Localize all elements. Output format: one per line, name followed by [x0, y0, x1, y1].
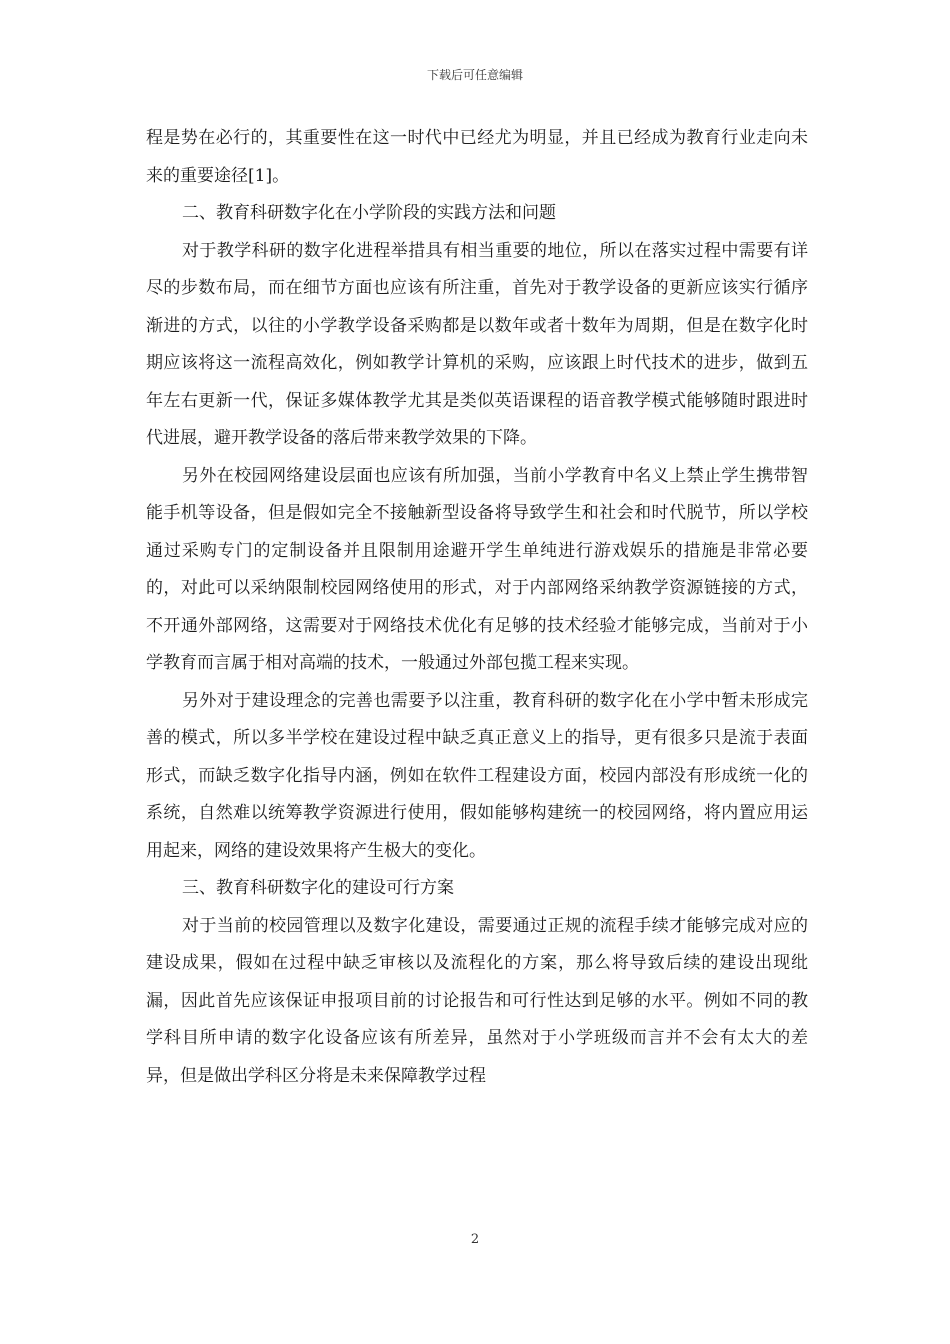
paragraph-process: 对于当前的校园管理以及数字化建设，需要通过正规的流程手续才能够完成对应的建设成果，假如在过程中缺乏审核以及流程化的方案，那么将导致后续的建设出现纰漏，因此首先应该保证申报项目前的讨论报告和可行性达到足够的水平。例如不同的教学科目所申请的数字化设备应该有所差异，虽然对于小学班级而言并不会有太大的差异，但是做出学科区分将是未来保障教学过程 — [146, 915, 808, 1086]
paragraph-concept: 另外对于建设理念的完善也需要予以注重，教育科研的数字化在小学中暂未形成完善的模式，所以多半学校在建设过程中缺乏真正意义上的指导，更有很多只是流于表面形式，而缺乏数字化指导内涵，例如在软件工程建设方面，校园内部没有形成统一化的系统，自然难以统筹教学资源进行使用，假如能够构建统一的校园网络，将内置应用运用起来，网络的建设效果将产生极大的变化。 — [146, 690, 808, 861]
paragraph-network: 另外在校园网络建设层面也应该有所加强，当前小学教育中名义上禁止学生携带智能手机等设备，但是假如完全不接触新型设备将导致学生和社会和时代脱节，所以学校通过采购专门的定制设备并且限制用途避开学生单纯进行游戏娱乐的措施是非常必要的，对此可以采纳限制校园网络使用的形式，对于内部网络采纳教学资源链接的方式，不开通外部网络，这需要对于网络技术优化有足够的技术经验才能够完成，当前对于小学教育而言属于相对高端的技术，一般通过外部包揽工程来实现。 — [146, 465, 808, 673]
paragraph-equipment: 对于教学科研的数字化进程举措具有相当重要的地位，所以在落实过程中需要有详尽的步数布局，而在细节方面也应该有所注重，首先对于教学设备的更新应该实行循序渐进的方式，以往的小学教学设备采购都是以数年或者十数年为周期，但是在数字化时期应该将这一流程高效化，例如教学计算机的采购，应该跟上时代技术的进步，做到五年左右更新一代，保证多媒体教学尤其是类似英语课程的语音教学模式能够随时跟进时代进展，避开教学设备的落后带来教学效果的下降。 — [146, 240, 808, 448]
section-heading-three: 三、教育科研数字化的建设可行方案 — [182, 878, 454, 898]
page-header: 下载后可任意编辑 — [426, 68, 523, 82]
page-number: 2 — [470, 1232, 480, 1247]
section-heading-two: 二、教育科研数字化在小学阶段的实践方法和问题 — [182, 203, 556, 223]
document-body — [146, 120, 808, 1095]
paragraph-continuation: 程是势在必行的，其重要性在这一时代中已经尤为明显，并且已经成为教育行业走向未来的重要途径[1]。 — [146, 128, 808, 186]
